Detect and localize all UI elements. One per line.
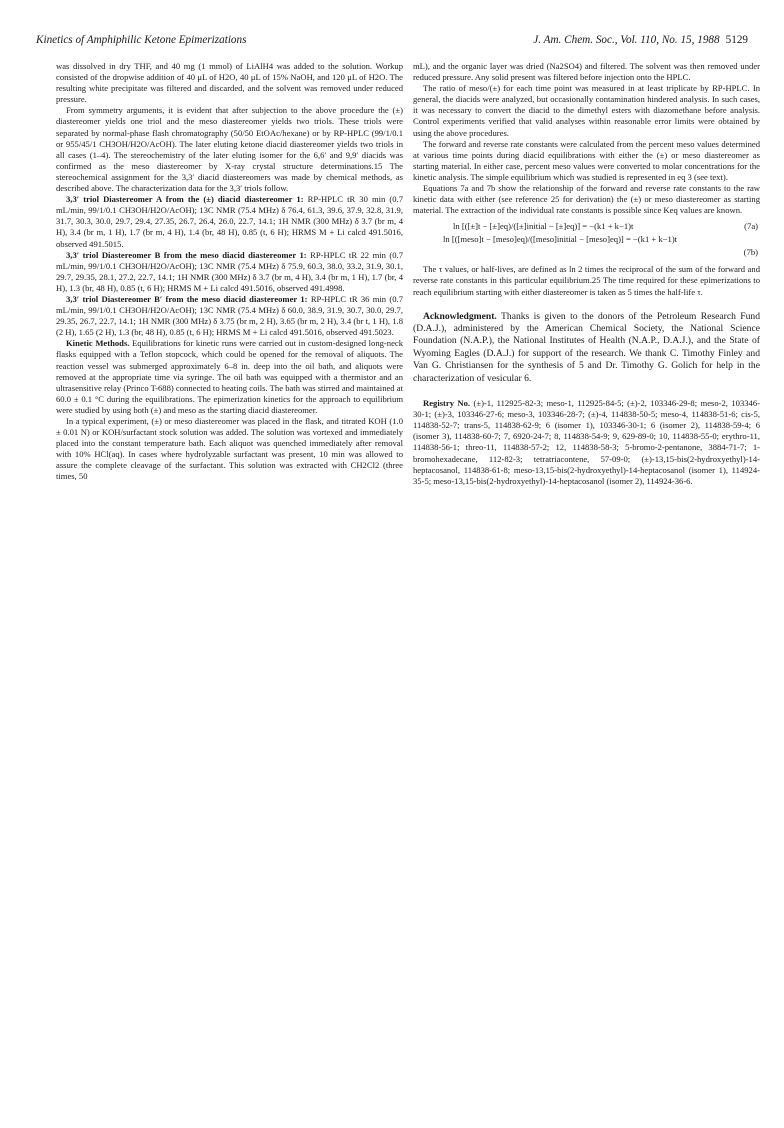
paragraph-ratio: The ratio of meso/(±) for each time point was measured in at least triplicate by RP-HPLC. In general, the diacids were analyzed, but occasionally contamination hindered analysis. In such cases, it was necessary to convert the diacid to the dimethyl esters with diazomethane before analysis. Control experiments verified that valid analyses within reasonable error limits were obtained by using the above procedures. (413, 83, 760, 138)
paragraph-kinetic-methods (56, 338, 403, 416)
running-title: Kinetics of Amphiphilic Ketone Epimerizations (36, 34, 247, 46)
paragraph-half-lives: The τ values, or half-lives, are defined as ln 2 times the reciprocal of the sum of the forward and reverse rate constants in this particular equilibrium.25 The time required for these epimerizations to reach equilibrium starting with either diastereomer is taken as 5 times the half-life τ. (413, 264, 760, 297)
paragraph-registry (413, 398, 760, 487)
journal-citation: J. Am. Chem. Soc., Vol. 110, No. 15, 1988 (533, 34, 720, 46)
running-header (36, 34, 748, 50)
registry-body: (±)-1, 112925-82-3; meso-1, 112925-84-5; (±)-2, 103346-29-8; meso-2, 103346-30-1; (±)-3, 103346-27-6; meso-3, 103346-28-7; (±)-4, 114838-50-5; meso-4, 114838-51-6; cis-5, 114838-52-7; trans-5, 114838-62-9; 6 (isomer 1), 103346-30-1; 6 (isomer 2), 114838-59-4; 6 (isomer 3), 114838-60-7; 7, 6920-24-7; 8, 114838-54-9; 9, 629-89-0; 10, 114838-55-0; erythro-11, 114838-56-1; threo-11, 114838-57-2; 12, 114838-58-3; 5-bromo-2-pentanone, 3884-71-7; 1-bromohexadecane, 112-82-3; tetratriacontene, 57-09-0; (±)-13,15-bis(2-hydroxyethyl)-14-heptacosanol, 114838-61-8; meso-13,15-bis(2-hydroxyethyl)-14-heptacosanol (isomer 1), 114924-35-5; meso-13,15-bis(2-hydroxyethyl)-14-heptacosanol (isomer 2), 114924-36-6. (413, 398, 760, 486)
journal-reference (533, 34, 748, 46)
paragraph-equations-intro: Equations 7a and 7b show the relationship of the forward and reverse rate constants to the raw kinetic data with either (see reference 25 for derivation) the (±) or meso diastereomer as starting material. The extraction of the individual rate constants is possible since Keq values are known. (413, 183, 760, 216)
page-number: 5129 (725, 34, 748, 46)
triol-a-heading: 3,3′ triol Diastereomer A from the (±) diacid diastereomer 1: (66, 194, 304, 205)
paragraph-triol-b-prime (56, 294, 403, 338)
triol-b-prime-heading: 3,3′ triol Diastereomer B′ from the meso diacid diastereomer 1: (66, 293, 308, 304)
equation-7b-expression: ln [([meso]t − [meso]eq)/([meso]initial − [meso]eq)] = −(k1 + k−1)t (443, 234, 678, 245)
equation-7a (413, 220, 760, 233)
triol-b-data: RP-HPLC tR 22 min (0.7 mL/min, 99/1/0.1 CH3OH/H2O/AcOH); 13C NMR (75.4 MHz) δ 75.9, 60.3, 38.0, 33.2, 31.9, 30.1, 29.7, 29.35, 28.1, 27.2, 22.7, 14.1; 1H NMR (300 MHz) δ 3.7 (br m, 4 H), 3.4 (br m, 1 H), 1.7 (br, 4 H), 1.3 (br, 48 H), 0.85 (t, 6 H); HRMS M + Li calcd 491.5016, observed 491.4998. (56, 249, 403, 293)
paragraph-acknowledgment (413, 311, 760, 385)
paragraph-workup: was dissolved in dry THF, and 40 mg (1 mmol) of LiAlH4 was added to the solution. Workup consisted of the dropwise addition of 40 μL of H2O, 40 μL of 15% NaOH, and 120 μL of H2O. The resulting white precipitate was filtered and discarded, and the solvent was removed under reduced pressure. (56, 61, 403, 105)
paragraph-triol-b (56, 250, 403, 294)
kinetic-methods-heading: Kinetic Methods. (66, 338, 130, 349)
equation-block (413, 220, 760, 258)
paragraph-rate-constants: The forward and reverse rate constants were calculated from the percent meso values determined at various time points during diacid equilibrations with either the (±) or meso diastereomer as starting material. In either case, percent meso values were converted to molar concentrations for the kinetic analysis. The simple equilibrium which was studied is represented in eq 3 (see text). (413, 138, 760, 182)
paragraph-symmetry: From symmetry arguments, it is evident that after subjection to the above procedure the (±) diastereomer yields one triol and the meso diastereomer yields two triols. These triols were separated by normal-phase flash chromatography (50/50 EtOAc/hexane) or by RP-HPLC (99/1/0.1 or 955/45/1 CH3OH/H2O/AcOH). The later eluting ketone diacid diastereomer yields two triols in all cases (1–4). The stereochemistry of the later eluting isomer for the 6,6′ and 9,9′ diacids was confirmed as the meso diastereomer by X-ray crystal structure determinations.15 The stereochemical assignment for the 3,3′ diacid diastereomers was made by chemical methods, as described above. The characterization data for the 3,3′ triols follow. (56, 105, 403, 194)
triol-b-prime-data: RP-HPLC tR 36 min (0.7 mL/min, 99/1/0.1 CH3OH/H2O/AcOH); 13C NMR (75.4 MHz) δ 60.0, 38.9, 31.9, 30.7, 30.0, 29.7, 29.35, 26.7, 22.7, 14.1; 1H NMR (300 MHz) δ 3.75 (br m, 2 H), 3.65 (br m, 2 H), 3.4 (br t, 1 H), 1.8 (2 H), 1.65 (2 H), 1.3 (br, 48 H), 0.85 (t, 6 H); HRMS M + Li calcd 491.5016, observed 491.5023. (56, 293, 403, 338)
registry-heading: Registry No. (423, 398, 471, 409)
paragraph-triol-a (56, 194, 403, 249)
right-column (413, 61, 760, 487)
triol-a-data: RP-HPLC tR 30 min (0.7 mL/min, 99/1/0.1 CH3OH/H2O/AcOH); 13C NMR (75.4 MHz) δ 76.4, 61.3, 39.6, 37.9, 32.8, 31.9, 31.7, 30.3, 30.0, 29.7, 29.4, 27.35, 26.7, 26.4, 26.0, 22.7, 14.1; 1H NMR (300 MHz) δ 3.7 (br m, 4 H), 3.4 (br m, 1 H), 1.7 (br m, 4 H), 1.4 (br, 48 H), 0.85 (t, 6 H); HRMS M + Li calcd 491.5016, observed 491.5015. (56, 194, 403, 249)
left-column (56, 61, 403, 483)
equation-7a-expression: ln [([±]t − [±]eq)/([±]initial − [±]eq)] = −(k1 + k−1)t (453, 221, 634, 232)
triol-b-heading: 3,3′ triol Diastereomer B from the meso diacid diastereomer 1: (66, 249, 307, 260)
kinetic-methods-body: Equilibrations for kinetic runs were carried out in custom-designed long-neck flasks equipped with a Teflon stopcock, which could be opened for the removal of aliquots. The reaction vessel was submerged approximately 6–8 in. deep into the oil bath, and aliquots were removed at the appropriate time via syringe. The oil bath was equipped with a thermistor and an ultrasensitive relay (Princo T-688) connected to heating coils. The bath was stirred and maintained at 60.0 ± 0.1 °C during the equilibrations. The epimerization kinetics for the approach to equilibrium were studied by using both (±) and meso as the starting diacid diastereomer. (56, 338, 404, 415)
acknowledgment-heading: Acknowledgment. (423, 310, 497, 322)
equation-7b-number: (7b) (743, 247, 758, 258)
acknowledgment-body: Thanks is given to the donors of the Petroleum Research Fund (D.A.J.), administered by the American Chemical Society, the National Science Foundation (N.A.P.), the National Institutes of Health (N.A.P., D.A.J.), and the State of Wyoming Eagles (D.A.J.) for support of the research. We thank C. Timothy Finley and Van G. Christiansen for the synthesis of 5 and Dr. Timothy G. Golich for help in the characterization of vesicular 6. (413, 310, 760, 384)
paragraph-extraction: mL), and the organic layer was dried (Na2SO4) and filtered. The solvent was then removed under reduced pressure. Any solid present was filtered before injection onto the HPLC. (413, 61, 760, 83)
equation-7b (413, 233, 760, 246)
paragraph-typical-experiment: In a typical experiment, (±) or meso diastereomer was placed in the flask, and titrated KOH (1.0 ± 0.01 N) or KOH/surfactant stock solution was added. The solution was vortexed and immediately placed into the constant temperature bath. Each aliquot was quenched immediately after removal with 10% HCl(aq). In cases where hydrolyzable surfactant was present, 10 min was allowed to assure the complete cleavage of the surfactant. This solution was extracted with CH2Cl2 (three times, 50 (56, 416, 403, 482)
equation-7a-number: (7a) (744, 221, 758, 232)
